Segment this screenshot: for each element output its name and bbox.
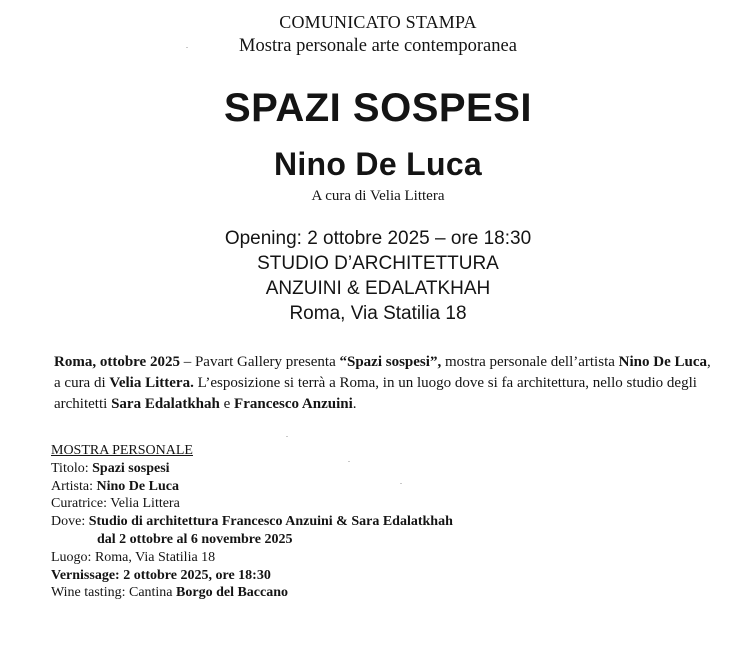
detail-wine-row: [51, 584, 651, 602]
opening-date: Opening: 2 ottobre 2025 – ore 18:30: [224, 228, 532, 249]
intro-show-title: “Spazi sospesi”,: [339, 354, 442, 370]
venue-line-1: STUDIO D’ARCHITETTURA: [257, 253, 499, 274]
detail-value: Nino De Luca: [96, 478, 179, 494]
exhibition-type: Mostra personale arte contemporanea: [239, 36, 517, 56]
detail-value: Velia Littera: [110, 496, 180, 512]
detail-label: Titolo:: [51, 460, 93, 476]
intro-text: mostra personale dell’artista: [441, 354, 619, 370]
intro-dateline: Roma, ottobre 2025: [54, 354, 180, 370]
detail-where-row: [51, 513, 651, 531]
detail-place-row: [51, 549, 651, 567]
scan-speck: [186, 47, 188, 48]
artist-name: Nino De Luca: [273, 146, 483, 182]
detail-value: Roma, Via Statilia 18: [94, 549, 216, 565]
detail-label: Curatrice:: [51, 496, 111, 512]
detail-value: Vernissage: 2 ottobre 2025, ore 18:30: [51, 567, 271, 583]
detail-title-row: [51, 460, 651, 478]
scan-speck: [286, 436, 288, 437]
press-release-kicker: COMUNICATO STAMPA: [279, 12, 477, 32]
intro-text: .: [352, 396, 357, 412]
detail-label: Artista:: [51, 478, 97, 494]
scan-speck: [348, 461, 350, 462]
detail-vernissage-row: [51, 567, 651, 585]
venue-address: Roma, Via Statilia 18: [289, 303, 467, 324]
exhibition-details: [51, 442, 651, 602]
intro-architect: Sara Edalatkhah: [111, 396, 220, 412]
curator-line: A cura di Velia Littera: [311, 188, 445, 204]
intro-text: L’esposizione si terrà a Roma, in un luogo dove si fa architettura, nello studio degli architetti: [54, 375, 697, 412]
detail-dates-row: [51, 531, 651, 549]
intro-text: , a cura di: [54, 354, 711, 391]
exhibition-title: SPAZI SOSPESI: [223, 86, 533, 130]
details-heading: MOSTRA PERSONALE: [51, 443, 193, 458]
intro-text: – Pavart Gallery presenta: [179, 354, 340, 370]
detail-value: Spazi sospesi: [92, 460, 170, 476]
detail-label: Wine tasting: Cantina: [51, 585, 177, 601]
intro-artist: Nino De Luca: [618, 354, 707, 370]
intro-text: e: [219, 396, 235, 412]
venue-line-2: ANZUINI & EDALATKHAH: [265, 278, 491, 299]
detail-value: dal 2 ottobre al 6 novembre 2025: [97, 531, 293, 547]
intro-curator: Velia Littera.: [109, 375, 194, 391]
scan-speck: [400, 483, 402, 484]
detail-value: Borgo del Baccano: [176, 585, 289, 601]
detail-artist-row: [51, 478, 651, 496]
detail-curator-row: [51, 495, 651, 513]
detail-label: Luogo:: [51, 549, 95, 565]
intro-paragraph: [54, 352, 714, 415]
detail-value: Studio di architettura Francesco Anzuini & Sara Edalatkhah: [88, 514, 453, 530]
detail-label: Dove:: [51, 514, 89, 530]
intro-architect: Francesco Anzuini: [234, 396, 353, 412]
